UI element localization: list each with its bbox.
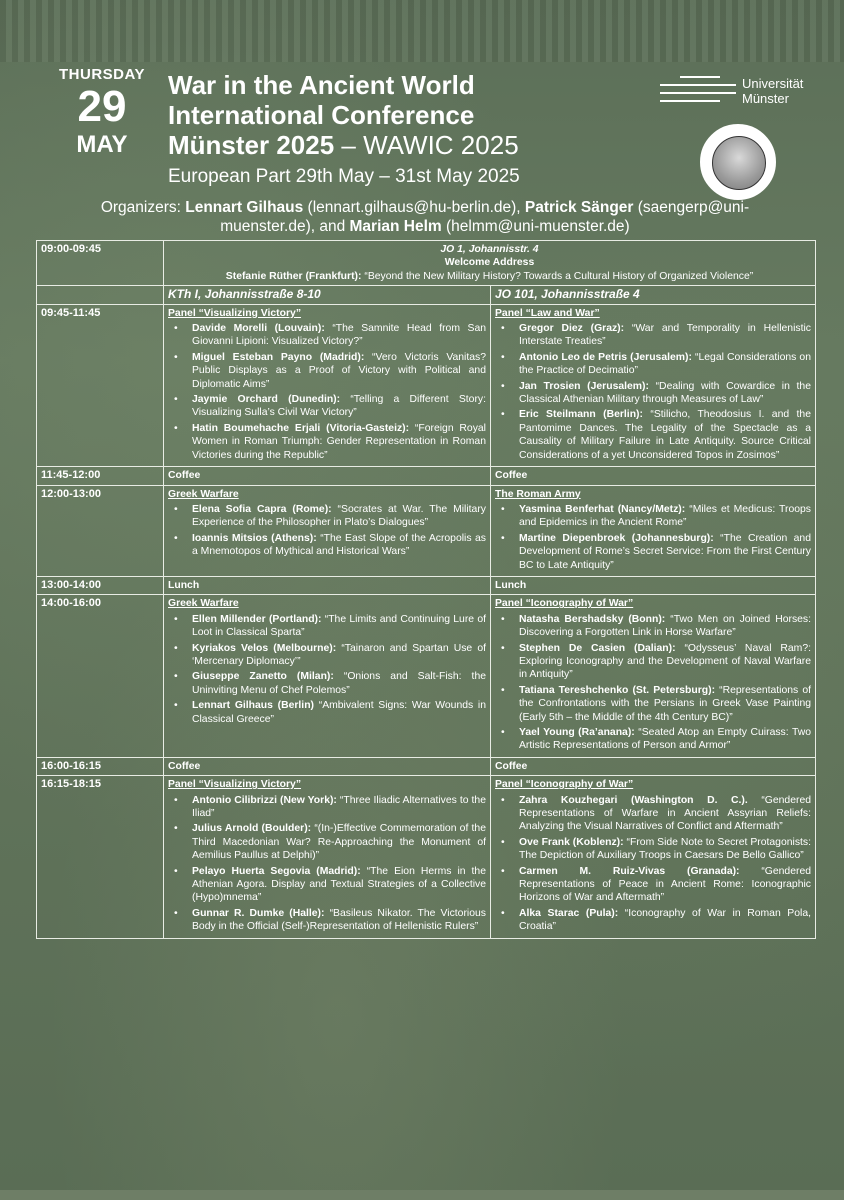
talk-list bbox=[168, 322, 486, 462]
speaker: Hatin Boumehache Erjali (Vitoria-Gasteiz): bbox=[192, 422, 410, 434]
talk-title: “Two Men on Joined Horses: Discovering a Forgotten Link in Horse Warfare” bbox=[519, 613, 812, 639]
break-right: Coffee bbox=[491, 467, 816, 485]
speaker: Natasha Bershadsky (Bonn): bbox=[519, 613, 666, 625]
talk-title: “Ambivalent Signs: War Wounds in Classical Greece” bbox=[192, 700, 486, 725]
time-cell: 12:00-13:00 bbox=[37, 485, 164, 576]
talk-item bbox=[192, 613, 486, 640]
talk-item bbox=[519, 907, 811, 934]
break-row bbox=[37, 467, 816, 485]
keynote-talk: “Beyond the New Military History? Towards a Cultural History of Organized Violence” bbox=[361, 270, 754, 282]
talk-list bbox=[495, 322, 811, 462]
talk-item bbox=[192, 351, 486, 391]
speaker: Gregor Diez (Graz): bbox=[519, 323, 625, 335]
muenster-logo-line2: Münster bbox=[742, 91, 789, 106]
session-right bbox=[491, 595, 816, 757]
title-line-3-rest: – WAWIC 2025 bbox=[334, 130, 519, 160]
talk-list bbox=[168, 794, 486, 934]
organizer-email-1: (lennart.gilhaus@hu-berlin.de), bbox=[303, 199, 525, 216]
talk-item bbox=[519, 865, 811, 905]
time-cell: 16:15-18:15 bbox=[37, 776, 164, 938]
panel-title: Greek Warfare bbox=[168, 488, 239, 500]
speaker: Zahra Kouzhegari (Washington D. C.). bbox=[519, 794, 748, 806]
talk-title: “Socrates at War. The Military Experience of the Philosopher in Plato’s Dialogues” bbox=[192, 503, 486, 529]
panel-title: The Roman Army bbox=[495, 488, 581, 500]
talk-title: “The Limits and Continuing Lure of Loot in Classical Sparta” bbox=[192, 613, 486, 639]
speaker: Ove Frank (Koblenz): bbox=[519, 836, 624, 848]
talk-item bbox=[192, 907, 486, 934]
day-number: 29 bbox=[77, 82, 127, 131]
panel-title: Panel “Visualizing Victory” bbox=[168, 779, 302, 791]
time-cell: 11:45-12:00 bbox=[37, 467, 164, 485]
talk-title: “Seated Atop an Empty Cuirass: Two Artistic Representations of Person and Armor” bbox=[519, 727, 811, 752]
speaker: Jaymie Orchard (Dunedin): bbox=[192, 394, 341, 406]
speaker: Jan Trosien (Jerusalem): bbox=[519, 380, 649, 392]
time-cell: 16:00-16:15 bbox=[37, 757, 164, 775]
talk-title: “Dealing with Cowardice in the Classical Athenian Military through Measures of Law” bbox=[519, 380, 811, 406]
program-table bbox=[36, 240, 816, 939]
speaker: Antonio Cilibrizzi (New York): bbox=[192, 794, 337, 806]
time-cell: 09:00-09:45 bbox=[37, 241, 164, 286]
speaker: Stephen De Casien (Dalian): bbox=[519, 642, 676, 654]
speaker: Davide Morelli (Louvain): bbox=[192, 323, 325, 335]
date-block bbox=[48, 66, 156, 159]
speaker: Ellen Millender (Portland): bbox=[192, 613, 322, 625]
talk-title: “The Samnite Head from San Giovanni Lipioni: Visualized Victory?” bbox=[192, 323, 486, 348]
talk-title: “Gendered Representations of Peace in Ancient Rome: Iconographic Horizons of War and Aftermath” bbox=[519, 865, 812, 904]
panel-title: Panel “Visualizing Victory” bbox=[168, 307, 302, 319]
talk-title: “Legal Considerations on the Practice of Decimatio” bbox=[519, 351, 811, 377]
speaker: Miguel Esteban Payno (Madrid): bbox=[192, 351, 365, 363]
talk-item bbox=[192, 642, 486, 669]
talk-title: “Vero Victoris Vanitas? Public Displays as a Proof of Victory with Political and Diplomatic Aims” bbox=[192, 351, 486, 390]
speaker: Yael Young (Ra’anana): bbox=[519, 727, 635, 738]
speaker: Kyriakos Velos (Melbourne): bbox=[192, 642, 337, 654]
session-row bbox=[37, 595, 816, 757]
talk-item bbox=[519, 380, 811, 407]
talk-title: “Telling a Different Story: Visualizing Sulla’s Civil War Victory” bbox=[192, 394, 486, 419]
talk-title: “Iconography of War in Roman Pola, Croatia” bbox=[519, 907, 811, 933]
muenster-logo-line1: Universität bbox=[742, 76, 804, 91]
bottom-border bbox=[0, 1190, 844, 1200]
session-row bbox=[37, 485, 816, 576]
muenster-logo bbox=[660, 66, 820, 114]
break-left: Coffee bbox=[164, 467, 491, 485]
talk-item bbox=[519, 684, 811, 724]
talk-list bbox=[495, 794, 811, 934]
talk-title: “(In-)Effective Commemoration of the Third Macedonian War? Re-Approaching the Monument of Aemilius Paullus at Delphi)” bbox=[192, 823, 486, 862]
talk-item bbox=[519, 322, 811, 349]
talk-item bbox=[519, 836, 811, 863]
speaker: Alka Starac (Pula): bbox=[519, 907, 619, 919]
talk-item bbox=[192, 503, 486, 530]
panel-title: Panel “Law and War” bbox=[495, 307, 600, 319]
subtitle: European Part 29th May – 31st May 2025 bbox=[168, 166, 520, 187]
venue-row bbox=[37, 286, 816, 304]
opening-venue: JO 1, Johannisstr. 4 bbox=[440, 244, 539, 255]
talk-title: “Onions and Salt-Fish: the Uninviting Menu of Chef Polemos” bbox=[192, 671, 487, 696]
break-row bbox=[37, 576, 816, 594]
session-right bbox=[491, 304, 816, 466]
time-cell: 09:45-11:45 bbox=[37, 304, 164, 466]
title-line-2: International Conference bbox=[168, 100, 475, 130]
humboldt-seal-icon bbox=[700, 124, 776, 200]
speaker: Pelayo Huerta Segovia (Madrid): bbox=[192, 865, 361, 877]
talk-item bbox=[519, 613, 811, 640]
session-row bbox=[37, 776, 816, 938]
talk-title: “Gendered Representations of Warfare in Ancient Assyrian Reliefs: Analyzing the Visual Narratives of Conflict and Aftermath” bbox=[519, 794, 811, 833]
break-left: Coffee bbox=[164, 757, 491, 775]
organizer-name-3: Marian Helm bbox=[349, 218, 442, 235]
break-right: Coffee bbox=[491, 757, 816, 775]
venue-left: KTh I, Johannisstraße 8-10 bbox=[164, 286, 491, 304]
speaker: Elena Sofia Capra (Rome): bbox=[192, 503, 332, 515]
speaker: Martine Diepenbroek (Johannesburg): bbox=[519, 532, 714, 544]
session-right bbox=[491, 776, 816, 938]
break-row bbox=[37, 757, 816, 775]
session-left bbox=[164, 595, 491, 757]
speaker: Yasmina Benferhat (Nancy/Metz): bbox=[519, 503, 686, 515]
session-right bbox=[491, 485, 816, 576]
talk-list bbox=[495, 613, 811, 753]
weekday: THURSDAY bbox=[59, 66, 145, 83]
speaker: Eric Steilmann (Berlin): bbox=[519, 409, 643, 421]
speaker: Carmen M. Ruiz-Vivas (Granada): bbox=[519, 865, 740, 877]
talk-title: “Odysseus’ Naval Ram?: Exploring Iconography and the Development of Naval Warfare in Antiquity” bbox=[519, 642, 811, 681]
speaker: Gunnar R. Dumke (Halle): bbox=[192, 907, 325, 919]
talk-item bbox=[519, 408, 811, 462]
opening-row bbox=[37, 241, 816, 286]
speaker: Lennart Gilhaus (Berlin) bbox=[192, 700, 315, 712]
talk-item bbox=[192, 322, 486, 349]
organizer-name-2: Patrick Sänger bbox=[524, 199, 634, 216]
speaker: Giuseppe Zanetto (Milan): bbox=[192, 671, 334, 683]
speaker: Tatiana Tereshchenko (St. Petersburg): bbox=[519, 684, 716, 696]
venue-right: JO 101, Johannisstraße 4 bbox=[491, 286, 816, 304]
keynote bbox=[168, 270, 811, 283]
session-left bbox=[164, 304, 491, 466]
talk-title: “Stilicho, Theodosius I. and the Pantomime Dances. The Legality of the Spectacle as a Causality of Military Failure in Late Antiquity. Source Critical Considerations of a yet Unconsidered Topos in Zosimos” bbox=[519, 409, 811, 461]
talk-title: “Tainaron and Spartan Use of ‘Mercenary Diplomacy’” bbox=[192, 642, 486, 667]
organizer-email-2: (saengerp@uni-muenster.de), and bbox=[220, 199, 750, 235]
background-stripe bbox=[0, 0, 844, 62]
title-line-3 bbox=[168, 130, 638, 160]
talk-item bbox=[192, 822, 486, 862]
keynote-speaker: Stefanie Rüther (Frankfurt): bbox=[225, 270, 362, 282]
break-right: Lunch bbox=[491, 576, 816, 594]
talk-item bbox=[192, 865, 486, 905]
panel-title: Panel “Iconography of War” bbox=[495, 779, 634, 791]
time-cell: 13:00-14:00 bbox=[37, 576, 164, 594]
talk-item bbox=[192, 794, 486, 821]
session-left bbox=[164, 776, 491, 938]
title-line-1: War in the Ancient World bbox=[168, 70, 475, 100]
talk-title: “War and Temporality in Hellenistic Interstate Treaties” bbox=[519, 323, 811, 348]
talk-title: “From Side Note to Secret Protagonists: The Depiction of Auxiliary Troops in Caesars De Bello Gallico” bbox=[519, 836, 811, 862]
talk-title: “Foreign Royal Women in Roman Triumph: Gender Representation in Roman Victories during the Republic” bbox=[192, 422, 486, 461]
organizer-email-3: (helmm@uni-muenster.de) bbox=[441, 218, 630, 235]
talk-item bbox=[192, 393, 486, 420]
talk-item bbox=[192, 699, 486, 726]
time-cell bbox=[37, 286, 164, 304]
talk-title: “The Creation and Development of Rome’s Secret Service: From the First Century BC to Late Antiquity” bbox=[519, 532, 811, 571]
talk-item bbox=[192, 422, 486, 462]
conference-title bbox=[168, 70, 638, 188]
talk-item bbox=[519, 794, 811, 834]
seal-portrait bbox=[712, 136, 766, 190]
title-line-3-bold: Münster 2025 bbox=[168, 130, 335, 160]
talk-item bbox=[519, 726, 811, 753]
muenster-logo-icon bbox=[660, 76, 736, 108]
welcome-label: Welcome Address bbox=[444, 257, 535, 269]
panel-title: Greek Warfare bbox=[168, 598, 239, 610]
speaker: Antonio Leo de Petris (Jerusalem): bbox=[519, 351, 692, 363]
panel-title: Panel “Iconography of War” bbox=[495, 598, 634, 610]
welcome-cell bbox=[164, 241, 816, 286]
speaker: Ioannis Mitsios (Athens): bbox=[192, 532, 317, 544]
talk-item bbox=[519, 351, 811, 378]
organizers-prefix: Organizers: bbox=[100, 199, 186, 216]
talk-list bbox=[168, 613, 486, 726]
talk-item bbox=[519, 642, 811, 682]
organizer-name-1: Lennart Gilhaus bbox=[185, 199, 304, 216]
talk-item bbox=[192, 670, 486, 697]
break-left: Lunch bbox=[164, 576, 491, 594]
talk-item bbox=[192, 532, 486, 559]
talk-item bbox=[519, 532, 811, 572]
speaker: Julius Arnold (Boulder): bbox=[192, 823, 312, 835]
session-left bbox=[164, 485, 491, 576]
muenster-logo-text bbox=[742, 76, 803, 106]
time-cell: 14:00-16:00 bbox=[37, 595, 164, 757]
talk-list bbox=[495, 503, 811, 572]
talk-list bbox=[168, 503, 486, 559]
talk-title: “The Eion Herms in the Athenian Agora. Display and Textual Strategies of a Collective (Hypo)mnema” bbox=[192, 865, 486, 904]
organizers bbox=[60, 198, 790, 236]
talk-title: “Representations of the Confrontations with the Persians in Greek Vase Painting (Early 5th – the Middle of the 4th Century BC)” bbox=[519, 684, 811, 723]
talk-item bbox=[519, 503, 811, 530]
talk-title: “Three Iliadic Alternatives to the Iliad” bbox=[192, 794, 486, 820]
talk-title: “The East Slope of the Acropolis as a Mnemotopos of Mythical and Historical Wars” bbox=[192, 532, 486, 558]
talk-title: “Basileus Nikator. The Victorious Body in the Official (Self-)Representation of Hellenistic Rulers” bbox=[192, 907, 486, 933]
month: MAY bbox=[76, 131, 128, 158]
session-row bbox=[37, 304, 816, 466]
talk-title: “Miles et Medicus: Troops and Epidemics in the Ancient Rome” bbox=[519, 503, 811, 529]
